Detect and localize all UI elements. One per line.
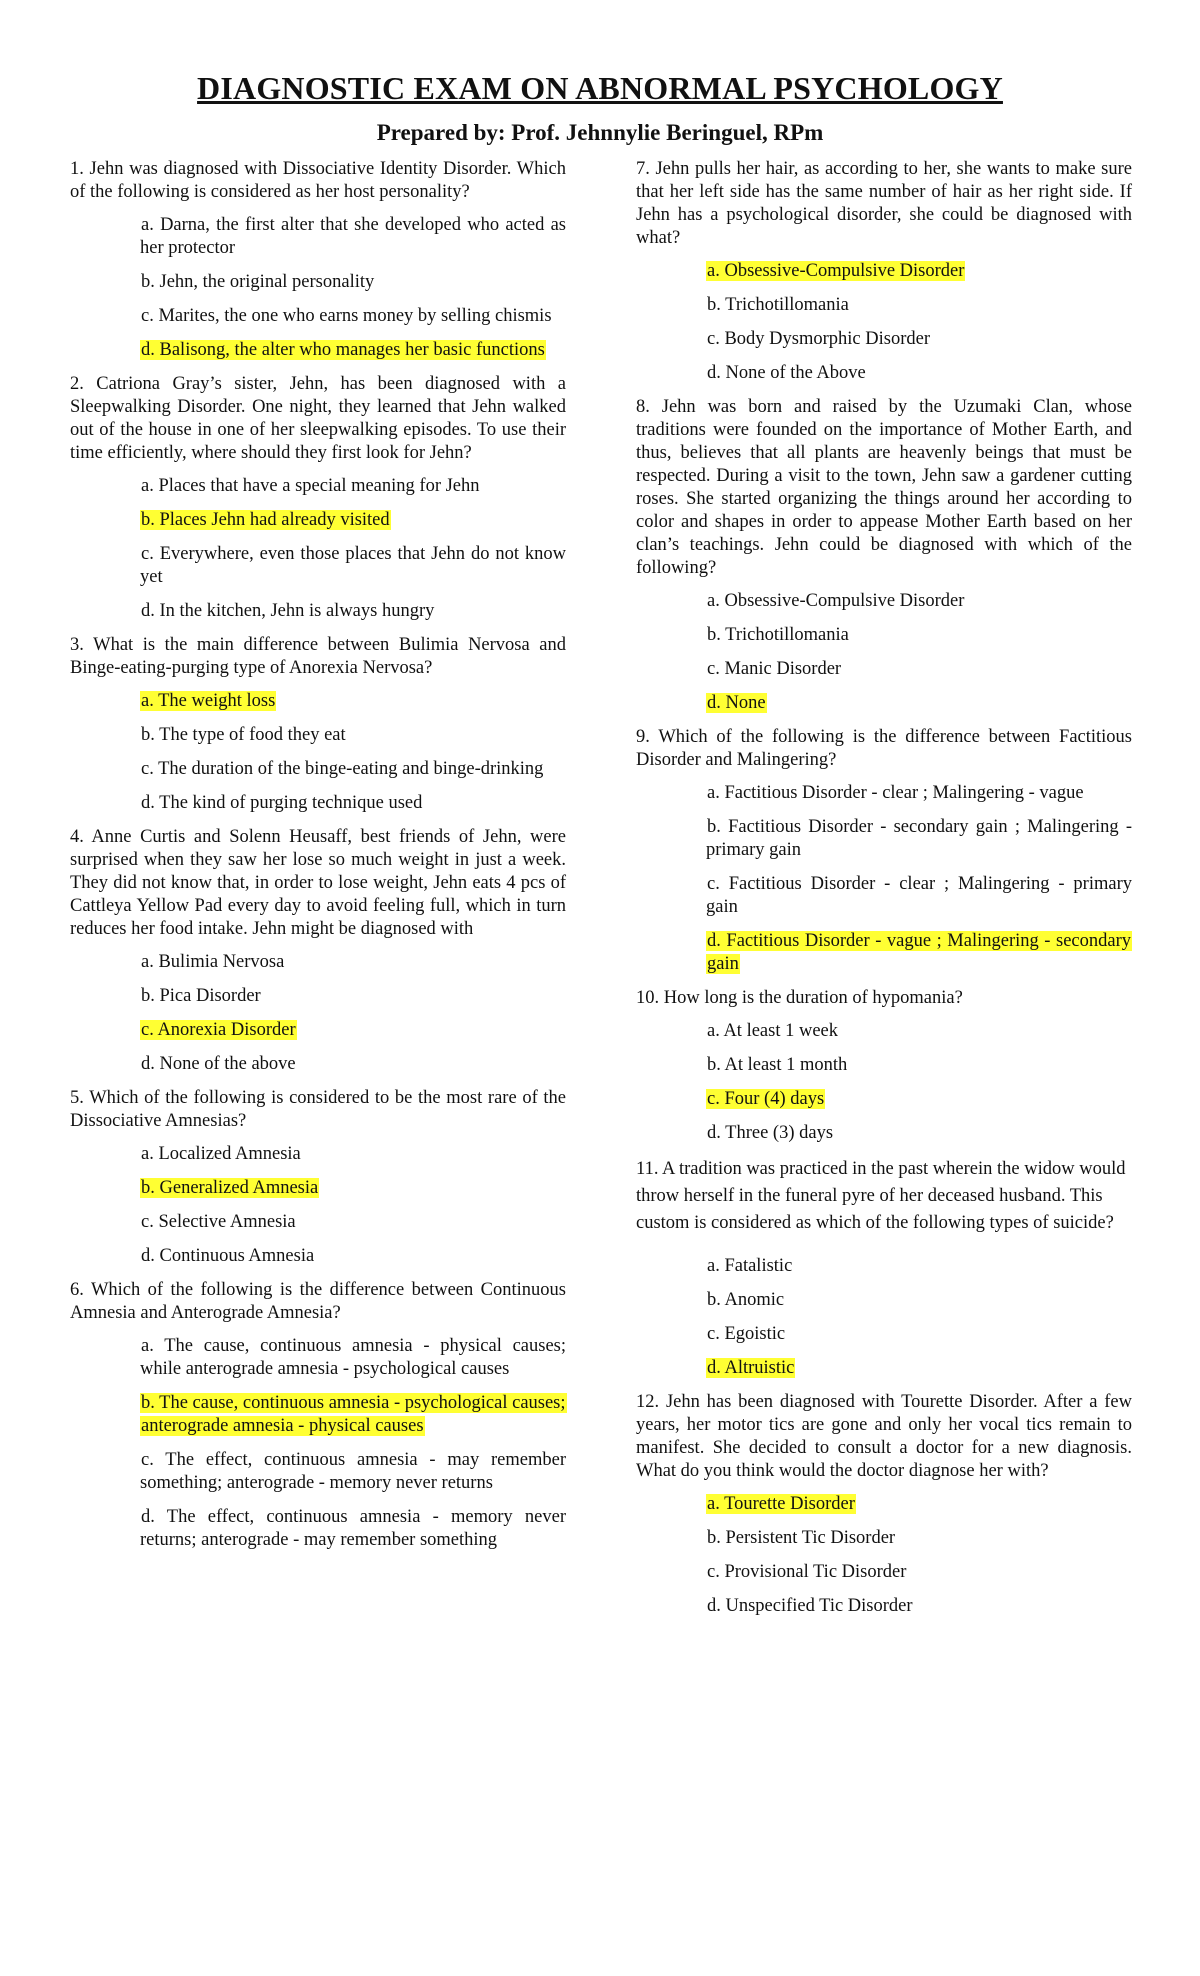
answer-option xyxy=(706,1255,1132,1278)
answer-option xyxy=(706,1054,1132,1077)
question-text: 2. Catriona Gray’s sister, Jehn, has been diagnosed with a Sleepwalking Disorder. One night, they learned that Jehn walked out of the house in one of her sleepwalking episodes. To use their time efficiently, where should they first look for Jehn? xyxy=(70,374,566,463)
answer-option xyxy=(140,475,566,498)
answer-option xyxy=(706,362,1132,385)
option-text: d. The effect, continuous amnesia - memory never returns; anterograde - may remember something xyxy=(140,1507,566,1550)
exam-title: DIAGNOSTIC EXAM ON ABNORMAL PSYCHOLOGY xyxy=(197,70,1003,106)
option-text: a. At least 1 week xyxy=(707,1021,838,1041)
option-text: d. None of the above xyxy=(141,1054,296,1074)
answer-option-highlighted xyxy=(706,930,1132,976)
answer-option xyxy=(140,1053,566,1076)
option-text: a. Obsessive-Compulsive Disorder xyxy=(707,261,965,281)
option-text: b. Persistent Tic Disorder xyxy=(707,1528,896,1548)
option-text: d. Altruistic xyxy=(707,1358,795,1378)
option-text: b. Jehn, the original personality xyxy=(141,272,375,292)
option-text: b. The type of food they eat xyxy=(141,725,346,745)
answer-option-highlighted xyxy=(706,692,1132,715)
option-text: d. In the kitchen, Jehn is always hungry xyxy=(141,601,435,621)
answer-option xyxy=(706,782,1132,805)
option-text: d. None of the Above xyxy=(707,363,866,383)
answer-option xyxy=(140,985,566,1008)
answer-option xyxy=(706,328,1132,351)
answer-option xyxy=(140,1506,566,1552)
answer-option xyxy=(706,658,1132,681)
answer-option xyxy=(140,1335,566,1381)
option-text: c. The effect, continuous amnesia - may remember something; anterograde - memory never returns xyxy=(140,1450,566,1493)
answer-option-highlighted xyxy=(140,1019,566,1042)
answer-option xyxy=(140,1143,566,1166)
answer-option xyxy=(140,951,566,974)
question-text: 11. A tradition was practiced in the past wherein the widow would throw herself in the funeral pyre of her deceased husband. This custom is considered as which of the following types of suicide? xyxy=(636,1159,1126,1233)
exam-author: Prepared by: Prof. Jehnnylie Beringuel, RPm xyxy=(376,120,824,145)
option-text: c. Selective Amnesia xyxy=(141,1212,296,1232)
option-text: c. Anorexia Disorder xyxy=(141,1020,296,1040)
answer-option-highlighted xyxy=(706,1088,1132,1111)
answer-option xyxy=(706,1020,1132,1043)
option-text: b. Anomic xyxy=(707,1290,785,1310)
question-text: 1. Jehn was diagnosed with Dissociative Identity Disorder. Which of the following is considered as her host personality? xyxy=(70,159,566,202)
answer-option xyxy=(140,792,566,815)
answer-option xyxy=(140,305,566,328)
question-text: 7. Jehn pulls her hair, as according to her, she wants to make sure that her left side has the same number of hair as her right side. If Jehn has a psychological disorder, she could be diagnosed with what? xyxy=(636,159,1132,248)
option-text: b. Trichotillomania xyxy=(707,625,849,645)
answer-option-highlighted xyxy=(140,509,566,532)
answer-option xyxy=(706,294,1132,317)
answer-option xyxy=(706,1323,1132,1346)
option-text: c. Marites, the one who earns money by selling chismis xyxy=(141,306,552,326)
answer-option xyxy=(706,873,1132,919)
option-text: b. The cause, continuous amnesia - psychological causes; anterograde amnesia - physical causes xyxy=(141,1393,566,1436)
answer-option xyxy=(140,214,566,260)
option-text: b. Places Jehn had already visited xyxy=(141,510,390,530)
option-text: a. Obsessive-Compulsive Disorder xyxy=(707,591,965,611)
option-text: b. At least 1 month xyxy=(707,1055,848,1075)
right-column xyxy=(636,158,1132,1629)
answer-option xyxy=(706,1289,1132,1312)
option-text: a. Darna, the first alter that she developed who acted as her protector xyxy=(140,215,566,258)
answer-option-highlighted xyxy=(706,1357,1132,1380)
answer-option xyxy=(706,590,1132,613)
answer-option-highlighted xyxy=(140,1177,566,1200)
option-text: d. Continuous Amnesia xyxy=(141,1246,315,1266)
option-text: c. Egoistic xyxy=(707,1324,786,1344)
answer-option-highlighted xyxy=(140,1392,566,1438)
answer-option xyxy=(140,271,566,294)
option-text: c. Provisional Tic Disorder xyxy=(707,1562,907,1582)
option-text: a. Tourette Disorder xyxy=(707,1494,855,1514)
option-text: a. The cause, continuous amnesia - physical causes; while anterograde amnesia - psychological causes xyxy=(140,1336,566,1379)
option-text: d. The kind of purging technique used xyxy=(141,793,423,813)
option-text: a. Fatalistic xyxy=(707,1256,793,1276)
option-text: b. Trichotillomania xyxy=(707,295,849,315)
question-text: 10. How long is the duration of hypomania? xyxy=(636,988,963,1008)
question-text: 3. What is the main difference between Bulimia Nervosa and Binge-eating-purging type of Anorexia Nervosa? xyxy=(70,635,566,678)
option-text: c. Four (4) days xyxy=(707,1089,825,1109)
answer-option-highlighted xyxy=(706,1493,1132,1516)
option-text: c. Everywhere, even those places that Jehn do not know yet xyxy=(140,544,566,587)
option-text: a. The weight loss xyxy=(141,691,276,711)
option-text: a. Bulimia Nervosa xyxy=(141,952,285,972)
answer-option-highlighted xyxy=(140,339,566,362)
option-text: a. Localized Amnesia xyxy=(141,1144,301,1164)
answer-option xyxy=(706,816,1132,862)
answer-option xyxy=(140,1449,566,1495)
option-text: b. Factitious Disorder - secondary gain ; Malingering - primary gain xyxy=(706,817,1132,860)
answer-option xyxy=(140,1211,566,1234)
option-text: d. Factitious Disorder - vague ; Malingering - secondary gain xyxy=(707,931,1131,974)
option-text: c. The duration of the binge-eating and binge-drinking xyxy=(141,759,544,779)
question-text: 8. Jehn was born and raised by the Uzumaki Clan, whose traditions were founded on the importance of Mother Earth, and thus, believes that all plants are heavenly beings that must be respected. During a visit to the town, Jehn saw a gardener cutting roses. She started organizing the things around her according to color and shapes in order to appease Mother Earth based on her clan’s teachings. Jehn could be diagnosed with which of the following? xyxy=(636,397,1132,578)
option-text: d. None xyxy=(707,693,766,713)
answer-option xyxy=(706,1527,1132,1550)
answer-option xyxy=(706,1561,1132,1584)
answer-option xyxy=(706,1595,1132,1618)
answer-option-highlighted xyxy=(706,260,1132,283)
answer-option xyxy=(140,543,566,589)
option-text: d. Unspecified Tic Disorder xyxy=(707,1596,913,1616)
option-text: b. Pica Disorder xyxy=(141,986,261,1006)
option-text: a. Places that have a special meaning for Jehn xyxy=(141,476,480,496)
answer-option xyxy=(706,624,1132,647)
question-text: 12. Jehn has been diagnosed with Tourette Disorder. After a few years, her motor tics are gone and only her vocal tics remain to manifest. She decided to consult a doctor for a new diagnosis. What do you think would the doctor diagnose her with? xyxy=(636,1392,1132,1481)
option-text: a. Factitious Disorder - clear ; Malingering - vague xyxy=(707,783,1084,803)
option-text: d. Three (3) days xyxy=(707,1123,834,1143)
answer-option xyxy=(140,724,566,747)
answer-option xyxy=(140,600,566,623)
answer-option xyxy=(706,1122,1132,1145)
left-column xyxy=(70,158,566,1563)
option-text: d. Balisong, the alter who manages her basic functions xyxy=(141,340,545,360)
answer-option xyxy=(140,758,566,781)
question-text: 9. Which of the following is the difference between Factitious Disorder and Malingering? xyxy=(636,727,1132,770)
option-text: c. Body Dysmorphic Disorder xyxy=(707,329,930,349)
answer-option xyxy=(140,1245,566,1268)
question-text: 5. Which of the following is considered to be the most rare of the Dissociative Amnesias? xyxy=(70,1088,566,1131)
question-text: 6. Which of the following is the difference between Continuous Amnesia and Anterograde Amnesia? xyxy=(70,1280,566,1323)
option-text: c. Manic Disorder xyxy=(707,659,842,679)
option-text: b. Generalized Amnesia xyxy=(141,1178,319,1198)
option-text: c. Factitious Disorder - clear ; Malingering - primary gain xyxy=(706,874,1132,917)
answer-option-highlighted xyxy=(140,690,566,713)
question-text: 4. Anne Curtis and Solenn Heusaff, best friends of Jehn, were surprised when they saw her lose so much weight in just a week. They did not know that, in order to lose weight, Jehn eats 4 pcs of Cattleya Yellow Pad every day to avoid feeling full, which in turn reduces her food intake. Jehn might be diagnosed with xyxy=(70,827,566,939)
